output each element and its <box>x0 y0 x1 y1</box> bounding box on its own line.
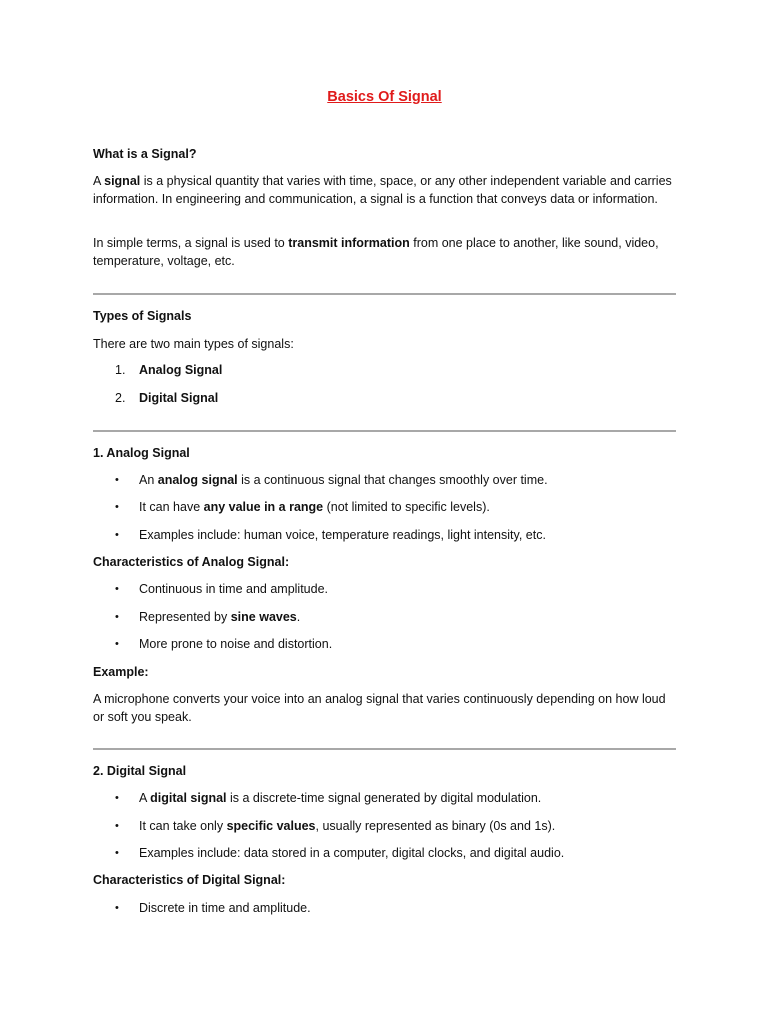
bullet-icon: • <box>115 792 119 804</box>
text-run: In simple terms, a signal is used to <box>93 236 289 250</box>
section-heading-what-is-signal: What is a Signal? <box>93 147 197 161</box>
bullet-icon: • <box>115 638 119 650</box>
text-run: A <box>139 791 151 805</box>
list-item-label: Digital Signal <box>139 391 219 405</box>
text-run: , usually represented as binary (0s and 1s). <box>315 819 556 833</box>
text-run: is a continuous signal that changes smoothly over time. <box>237 473 548 487</box>
list-item-text <box>139 900 676 918</box>
bold-text: sine waves <box>230 610 297 624</box>
text-run: Examples include: human voice, temperature readings, light intensity, etc. <box>139 528 546 542</box>
list-item-text <box>139 609 676 627</box>
divider <box>93 748 676 750</box>
text-run: Represented by <box>139 610 231 624</box>
section-heading-analog: 1. Analog Signal <box>93 446 190 460</box>
section-heading-digital: 2. Digital Signal <box>93 764 187 778</box>
text-run: A <box>93 174 105 188</box>
text-run: Discrete in time and amplitude. <box>139 901 311 915</box>
section-heading-types: Types of Signals <box>93 309 192 323</box>
list-item-text <box>139 472 676 490</box>
divider <box>93 293 676 295</box>
intro-paragraph-2 <box>93 235 676 270</box>
bold-text: transmit information <box>288 236 410 250</box>
bold-text: specific values <box>226 819 316 833</box>
text-run: (not limited to specific levels). <box>323 500 490 514</box>
text-run: is a physical quantity that varies with time, space, or any other independent variable and carries information. In engineering and communication, a signal is a function that conveys data or information. <box>93 174 672 206</box>
bold-text: digital signal <box>150 791 227 805</box>
text-run: It can have <box>139 500 204 514</box>
list-number: 2. <box>115 391 126 405</box>
subheading-analog-characteristics: Characteristics of Analog Signal: <box>93 555 290 569</box>
bullet-icon: • <box>115 529 119 541</box>
bold-text: any value in a range <box>203 500 324 514</box>
list-item-text <box>139 636 676 654</box>
subheading-digital-characteristics: Characteristics of Digital Signal: <box>93 873 286 887</box>
text-run: It can take only <box>139 819 227 833</box>
list-item-text <box>139 845 676 863</box>
bold-text: analog signal <box>157 473 238 487</box>
bullet-icon: • <box>115 847 119 859</box>
bullet-icon: • <box>115 820 119 832</box>
document-title: Basics Of Signal <box>327 89 442 105</box>
intro-paragraph-1 <box>93 173 676 208</box>
types-lead-text: There are two main types of signals: <box>93 337 294 351</box>
text-run: is a discrete-time signal generated by digital modulation. <box>226 791 542 805</box>
bold-text: signal <box>104 174 141 188</box>
bullet-icon: • <box>115 474 119 486</box>
bullet-icon: • <box>115 583 119 595</box>
divider <box>93 430 676 432</box>
list-item-label: Analog Signal <box>139 363 223 377</box>
bullet-icon: • <box>115 902 119 914</box>
subheading-example: Example: <box>93 665 149 679</box>
list-item-text <box>139 790 676 808</box>
bullet-icon: • <box>115 611 119 623</box>
text-run: . <box>296 610 301 624</box>
list-item-text <box>139 499 676 517</box>
text-run: More prone to noise and distortion. <box>139 637 333 651</box>
text-run: Examples include: data stored in a computer, digital clocks, and digital audio. <box>139 846 565 860</box>
text-run: from one place to another, like sound, video, temperature, voltage, etc. <box>93 236 659 268</box>
bullet-icon: • <box>115 501 119 513</box>
text-run: An <box>139 473 158 487</box>
list-item-text <box>139 581 676 599</box>
list-number: 1. <box>115 363 126 377</box>
text-run: Continuous in time and amplitude. <box>139 582 329 596</box>
example-paragraph: A microphone converts your voice into an analog signal that varies continuously depending on how loud or soft you speak. <box>93 692 666 724</box>
list-item-text <box>139 818 676 836</box>
list-item-text <box>139 527 676 545</box>
